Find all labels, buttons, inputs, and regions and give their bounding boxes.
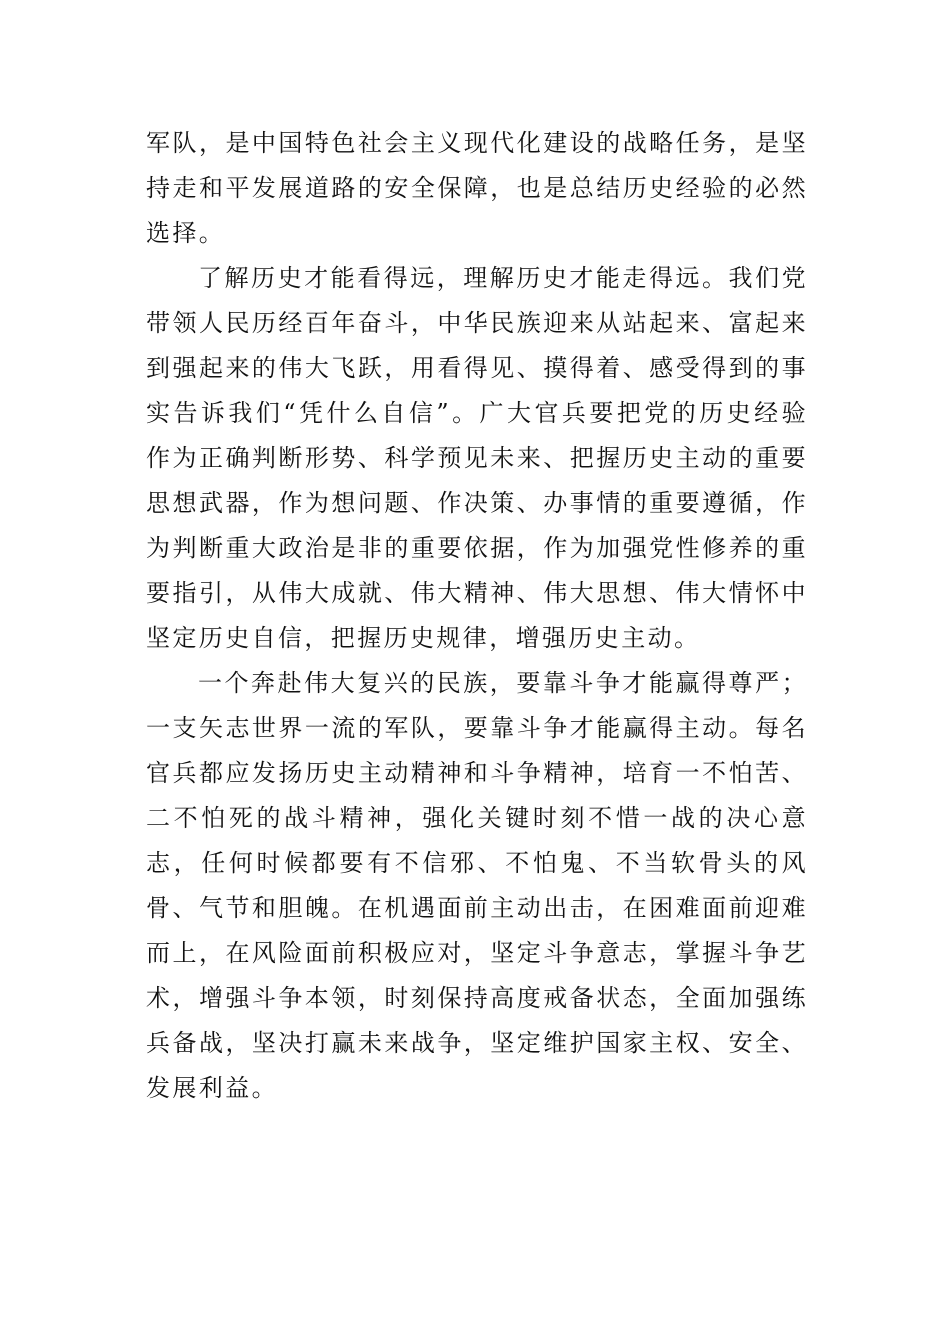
paragraph-continuation: 军队，是中国特色社会主义现代化建设的战略任务，是坚持走和平发展道路的安全保障，也是总结历史经验的必然选择。 [146, 129, 808, 247]
paragraph-history: 了解历史才能看得远，理解历史才能走得远。我们党带领人民历经百年奋斗，中华民族迎来从站起来、富起来到强起来的伟大飞跃，用看得见、摸得着、感受得到的事实告诉我们“凭什么自信”。广大官兵要把党的历史经验作为正确判断形势、科学预见未来、把握历史主动的重要思想武器，作为想问题、作决策、办事情的重要遵循，作为判断重大政治是非的重要依据，作为加强党性修养的重要指引，从伟大成就、伟大精神、伟大思想、伟大情怀中坚定历史自信，把握历史规律，增强历史主动。 [146, 264, 808, 652]
body-text [146, 121, 808, 1111]
paragraph-struggle: 一个奔赴伟大复兴的民族，要靠斗争才能赢得尊严；一支矢志世界一流的军队，要靠斗争才能赢得主动。每名官兵都应发扬历史主动精神和斗争精神，培育一不怕苦、二不怕死的战斗精神，强化关键时刻不惜一战的决心意志，任何时候都要有不信邪、不怕鬼、不当软骨头的风骨、气节和胆魄。在机遇面前主动出击，在困难面前迎难而上，在风险面前积极应对，坚定斗争意志，掌握斗争艺术，增强斗争本领，时刻保持高度戒备状态，全面加强练兵备战，坚决打赢未来战争，坚定维护国家主权、安全、发展利益。 [146, 669, 808, 1102]
